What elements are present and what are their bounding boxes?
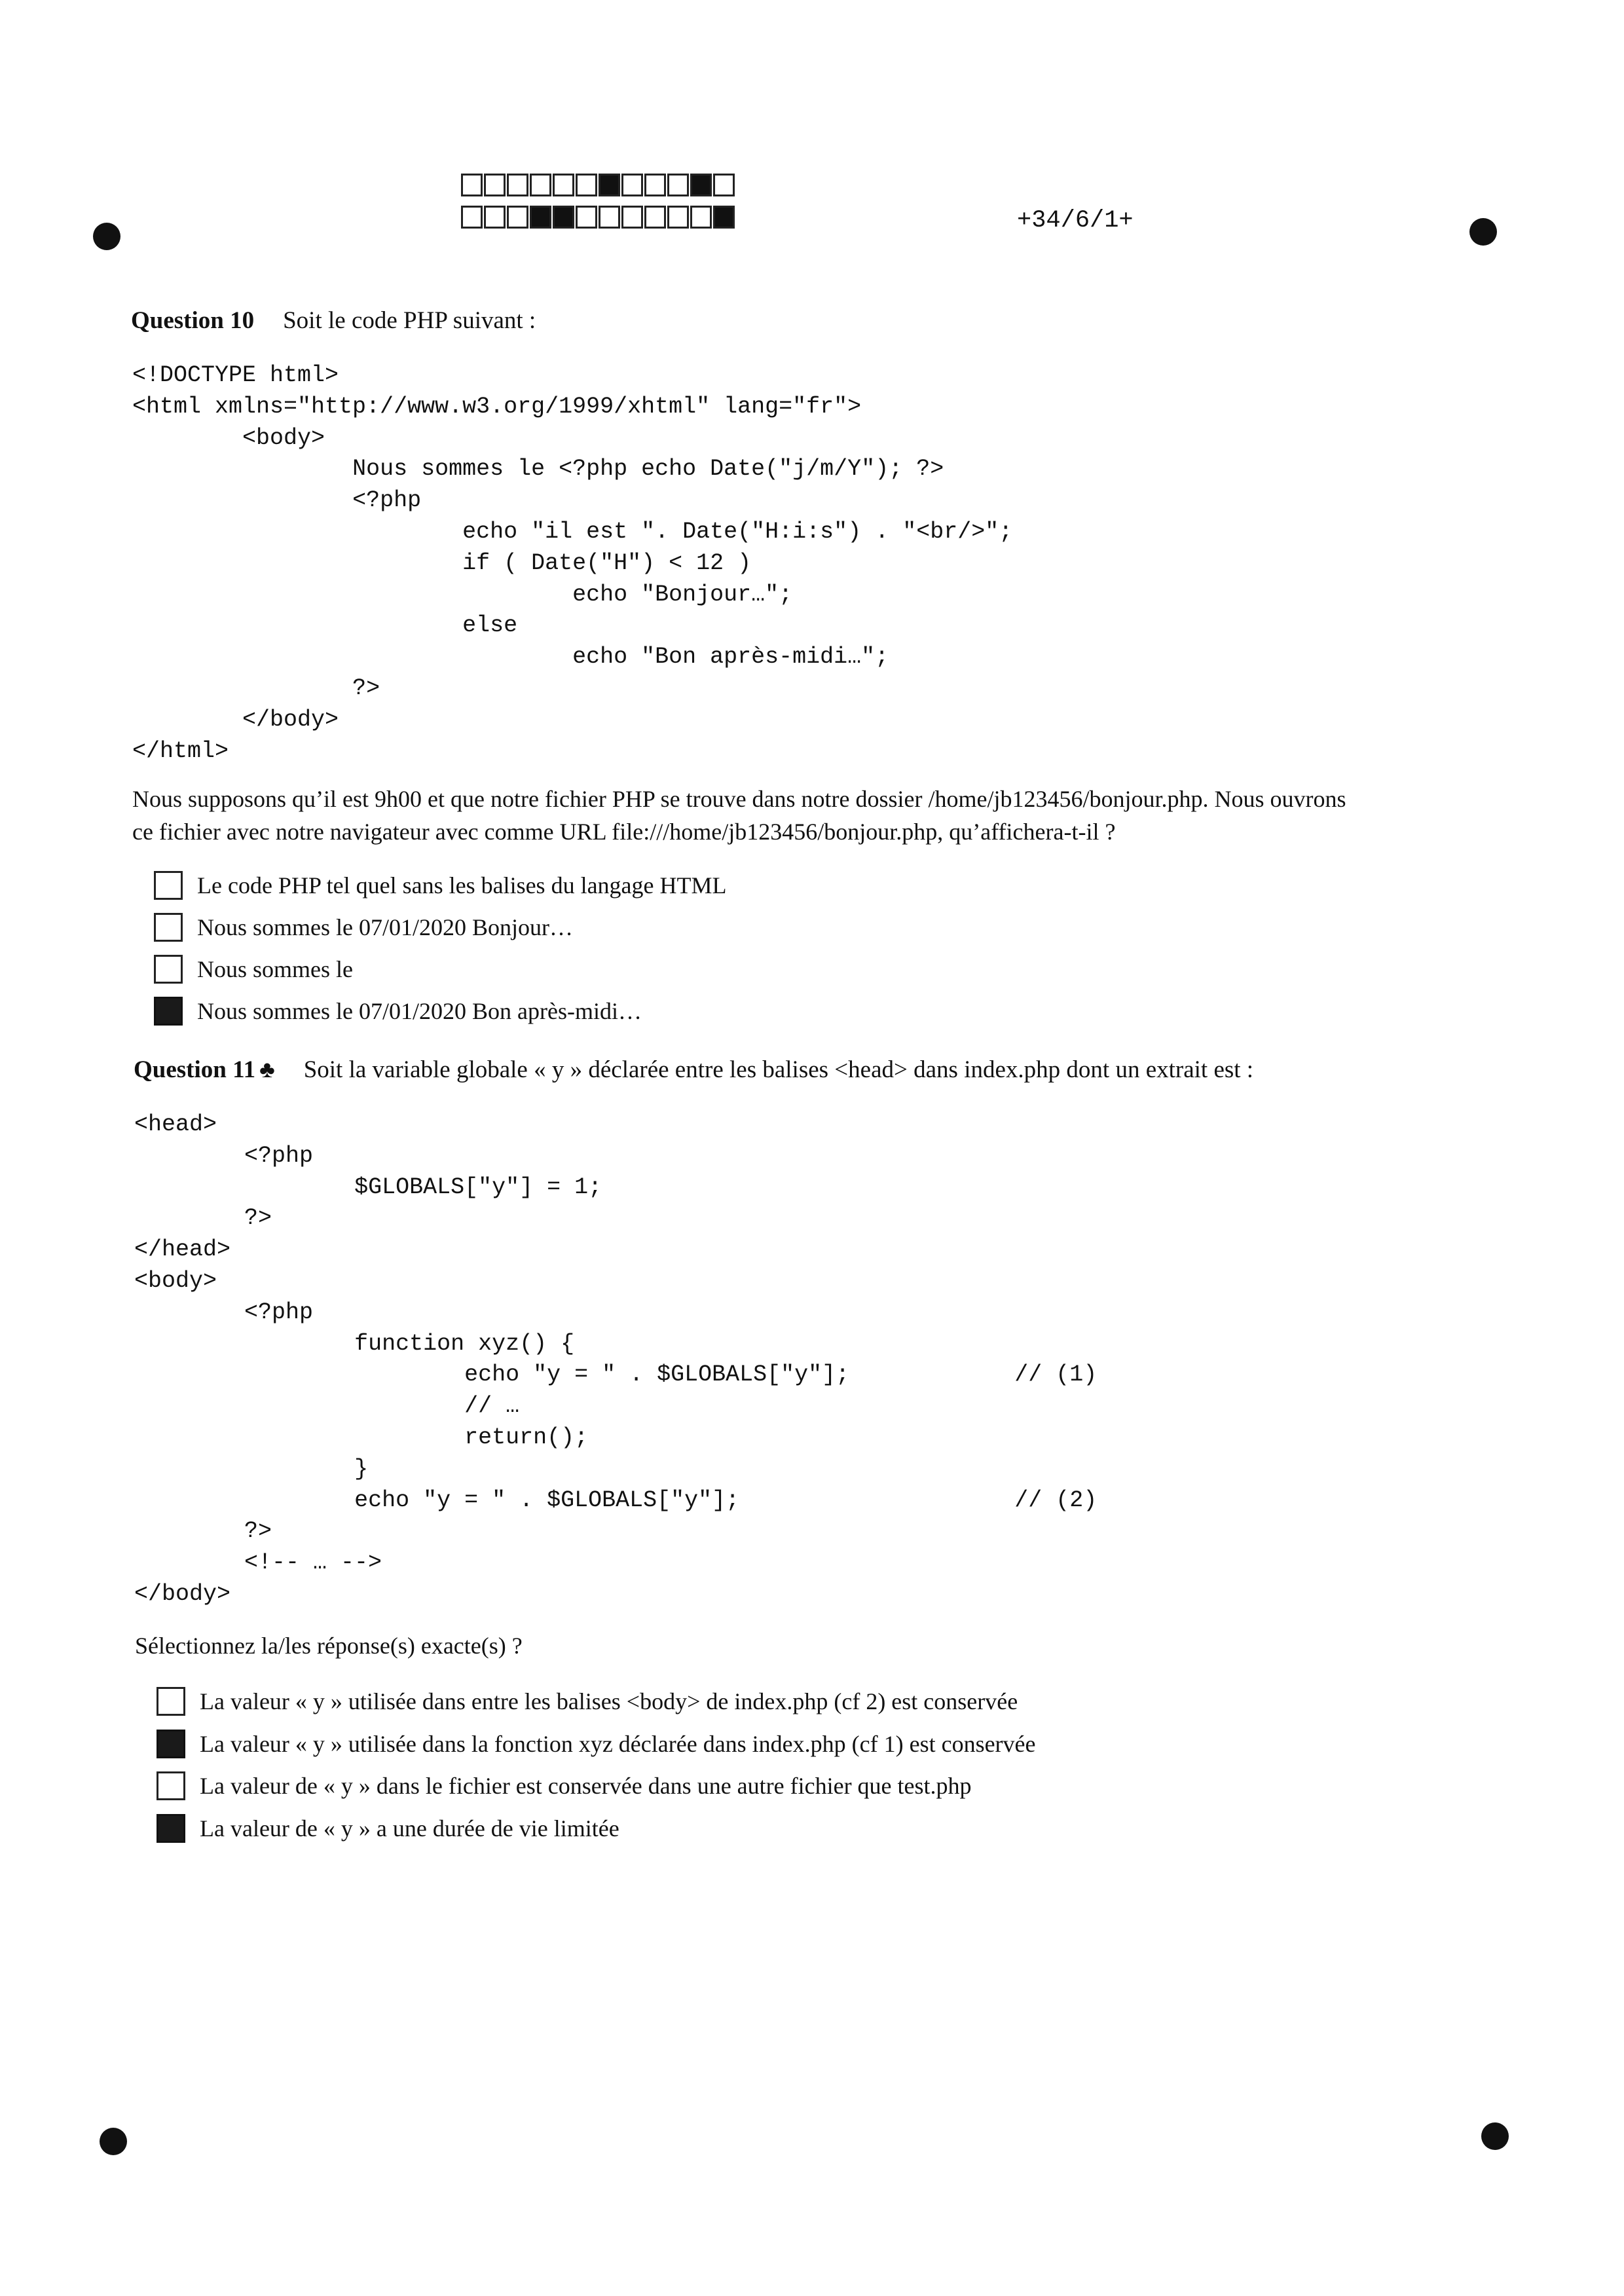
barcode-cell — [713, 206, 735, 229]
question-10-paragraph-line-1: Nous supposons qu’il est 9h00 et que notre fichier PHP se trouve dans notre dossier /home/jb123456/bonjour.php. Nous ouvrons — [132, 786, 1346, 812]
barcode-cell — [713, 174, 735, 196]
barcode-cell — [690, 174, 712, 196]
registration-mark-bottom-right — [1481, 2122, 1509, 2150]
question-11-code: <head> <?php $GLOBALS["y"] = 1; ?> </head> <body> <?php function xyz() { echo "y = " . $GLOBALS["y"]; // (1) // … return(); } echo "y = " . $GLOBALS["y"]; // (2) ?> <!-- … --> </body> — [134, 1111, 1098, 1607]
question-11-answer-1[interactable] — [157, 1685, 1018, 1718]
answer-text: La valeur de « y » dans le fichier est conservée dans une autre fichier que test.php — [200, 1773, 972, 1799]
answer-text: Nous sommes le 07/01/2020 Bon après-midi… — [197, 998, 642, 1024]
barcode-cell — [553, 174, 574, 196]
question-10-code: <!DOCTYPE html> <html xmlns="http://www.w3.org/1999/xhtml" lang="fr"> <body> Nous sommes le <?php echo Date("j/m/Y"); ?> <?php echo "il est ". Date("H:i:s") . "<br/>"; if ( Date("H") < 12 ) echo "Bonjour…"; else echo "Bon après-midi…"; ?> </body> </html> — [132, 362, 1013, 764]
barcode-row-1 — [461, 174, 736, 196]
barcode-cell — [576, 174, 597, 196]
barcode-cell — [553, 206, 574, 229]
checkbox[interactable] — [154, 997, 183, 1026]
barcode-cell — [530, 206, 551, 229]
question-10-answer-1[interactable] — [154, 869, 727, 902]
barcode-cell — [530, 174, 551, 196]
question-11-answer-2[interactable] — [157, 1728, 1036, 1760]
checkbox[interactable] — [157, 1687, 185, 1716]
question-11-answer-4[interactable] — [157, 1812, 619, 1845]
answer-text: Nous sommes le — [197, 956, 353, 982]
question-11-answer-3[interactable] — [157, 1769, 972, 1802]
page-id: +34/6/1+ — [1017, 207, 1134, 234]
answer-text: La valeur « y » utilisée dans la fonction xyz déclarée dans index.php (cf 1) est conservée — [200, 1731, 1036, 1757]
barcode-cell — [507, 174, 528, 196]
barcode-row-2 — [461, 206, 736, 229]
question-10-header — [131, 306, 536, 335]
answer-text: Le code PHP tel quel sans les balises du langage HTML — [197, 872, 727, 898]
answer-text: Nous sommes le 07/01/2020 Bonjour… — [197, 914, 573, 940]
question-10-answer-2[interactable] — [154, 911, 573, 944]
question-11-label: Question 11 — [134, 1056, 256, 1083]
barcode-cell — [599, 206, 620, 229]
barcode-cell — [507, 206, 528, 229]
question-10-answer-3[interactable] — [154, 953, 353, 986]
checkbox[interactable] — [157, 1730, 185, 1758]
barcode-cell — [644, 206, 666, 229]
checkbox[interactable] — [154, 871, 183, 900]
checkbox[interactable] — [157, 1771, 185, 1800]
barcode-cell — [599, 174, 620, 196]
barcode-cell — [484, 174, 506, 196]
barcode-cell — [621, 206, 643, 229]
answer-text: La valeur « y » utilisée dans entre les balises <body> de index.php (cf 2) est conservée — [200, 1688, 1018, 1714]
registration-mark-top-left — [93, 223, 120, 250]
barcode-cell — [667, 206, 689, 229]
question-10-paragraph-line-2: ce fichier avec notre navigateur avec comme URL file:///home/jb123456/bonjour.php, qu’affichera-t-il ? — [132, 819, 1116, 845]
barcode-cell — [484, 206, 506, 229]
registration-mark-top-right — [1469, 218, 1497, 246]
club-icon: ♣ — [259, 1056, 275, 1083]
checkbox[interactable] — [154, 913, 183, 942]
question-11-header — [134, 1056, 1253, 1084]
checkbox[interactable] — [154, 955, 183, 984]
answer-text: La valeur de « y » a une durée de vie limitée — [200, 1815, 619, 1842]
barcode-cell — [621, 174, 643, 196]
registration-mark-bottom-left — [100, 2128, 127, 2155]
question-11-prompt: Sélectionnez la/les réponse(s) exacte(s) ? — [135, 1633, 523, 1659]
barcode-cell — [690, 206, 712, 229]
barcode-cell — [667, 174, 689, 196]
barcode-cell — [461, 174, 483, 196]
question-10-label: Question 10 — [131, 307, 255, 334]
barcode-cell — [644, 174, 666, 196]
question-11-text: Soit la variable globale « y » déclarée entre les balises <head> dans index.php dont un extrait est : — [303, 1056, 1254, 1083]
barcode-cell — [461, 206, 483, 229]
checkbox[interactable] — [157, 1814, 185, 1843]
barcode-cell — [576, 206, 597, 229]
question-10-text: Soit le code PHP suivant : — [283, 307, 536, 334]
question-10-answer-4[interactable] — [154, 995, 642, 1028]
